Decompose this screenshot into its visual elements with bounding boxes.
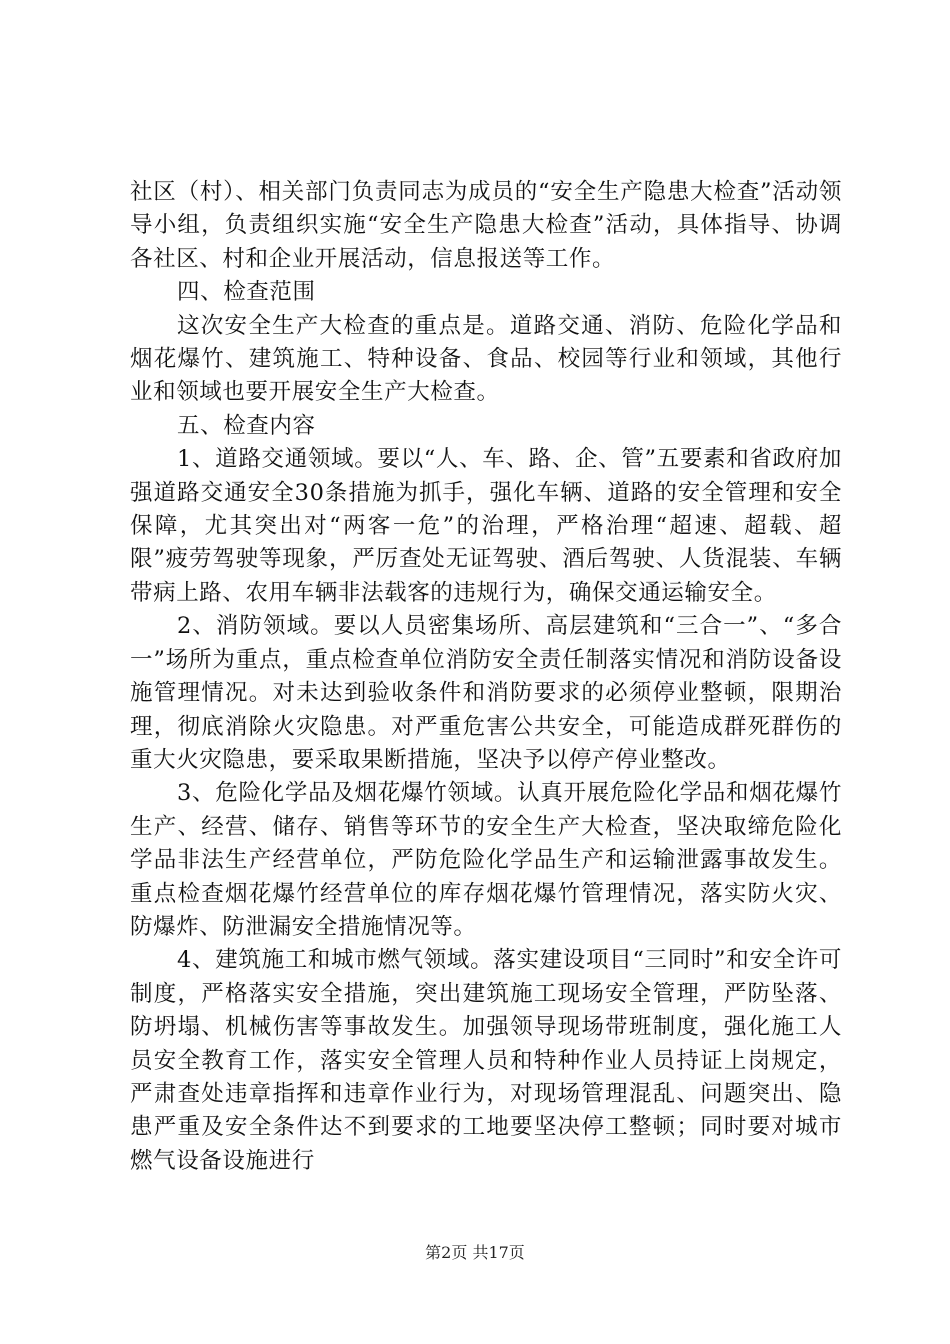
paragraph-construction-gas: 4、建筑施工和城市燃气领域。落实建设项目“三同时”和安全许可制度，严格落实安全措施，突出建筑施工现场安全管理，严防坠落、防坍塌、机械伤害等事故发生。加强领导现场带班制度，强化施工人员安全教育工作，落实安全管理人员和特种作业人员持证上岗规定，严肃查处违章指挥和违章作业行为，对现场管理混乱、问题突出、隐患严重及安全条件达不到要求的工地要坚决停工整顿；同时要对城市燃气设备设施进行 — [130, 947, 842, 1174]
section-heading-content: 五、检查内容 — [177, 412, 316, 439]
paragraph-continuation: 社区（村）、相关部门负责同志为成员的“安全生产隐患大检查”活动领导小组，负责组织实施“安全生产隐患大检查”活动，具体指导、协调各社区、村和企业开展活动，信息报送等工作。 — [130, 179, 842, 272]
document-body — [130, 176, 842, 1178]
paragraph-scope: 这次安全生产大检查的重点是。道路交通、消防、危险化学品和烟花爆竹、建筑施工、特种设备、食品、校园等行业和领域，其他行业和领域也要开展安全生产大检查。 — [130, 312, 842, 406]
paragraph-hazardous-chemicals: 3、危险化学品及烟花爆竹领域。认真开展危险化学品和烟花爆竹生产、经营、储存、销售等环节的安全生产大检查，坚决取缔危险化学品非法生产经营单位，严防危险化学品生产和运输泄露事故发生。重点检查烟花爆竹经营单位的库存烟花爆竹管理情况，落实防火灾、防爆炸、防泄漏安全措施情况等。 — [130, 780, 842, 940]
paragraph-fire-protection: 2、消防领域。要以人员密集场所、高层建筑和“三合一”、“多合一”场所为重点，重点检查单位消防安全责任制落实情况和消防设备设施管理情况。对未达到验收条件和消防要求的必须停业整顿，限期治理，彻底消除火灾隐患。对严重危害公共安全，可能造成群死群伤的重大火灾隐患，要采取果断措施，坚决予以停产停业整改。 — [130, 613, 842, 773]
page-number-footer: 第2页 共17页 — [425, 1243, 525, 1262]
section-heading-scope: 四、检查范围 — [177, 279, 316, 306]
paragraph-road-traffic: 1、道路交通领域。要以“人、车、路、企、管”五要素和省政府加强道路交通安全30条措施为抓手，强化车辆、道路的安全管理和安全保障，尤其突出对“两客一危”的治理，严格治理“超速、超载、超限”疲劳驾驶等现象，严厉查处无证驾驶、酒后驾驶、人货混装、车辆带病上路、农用车辆非法载客的违规行为，确保交通运输安全。 — [130, 446, 842, 606]
